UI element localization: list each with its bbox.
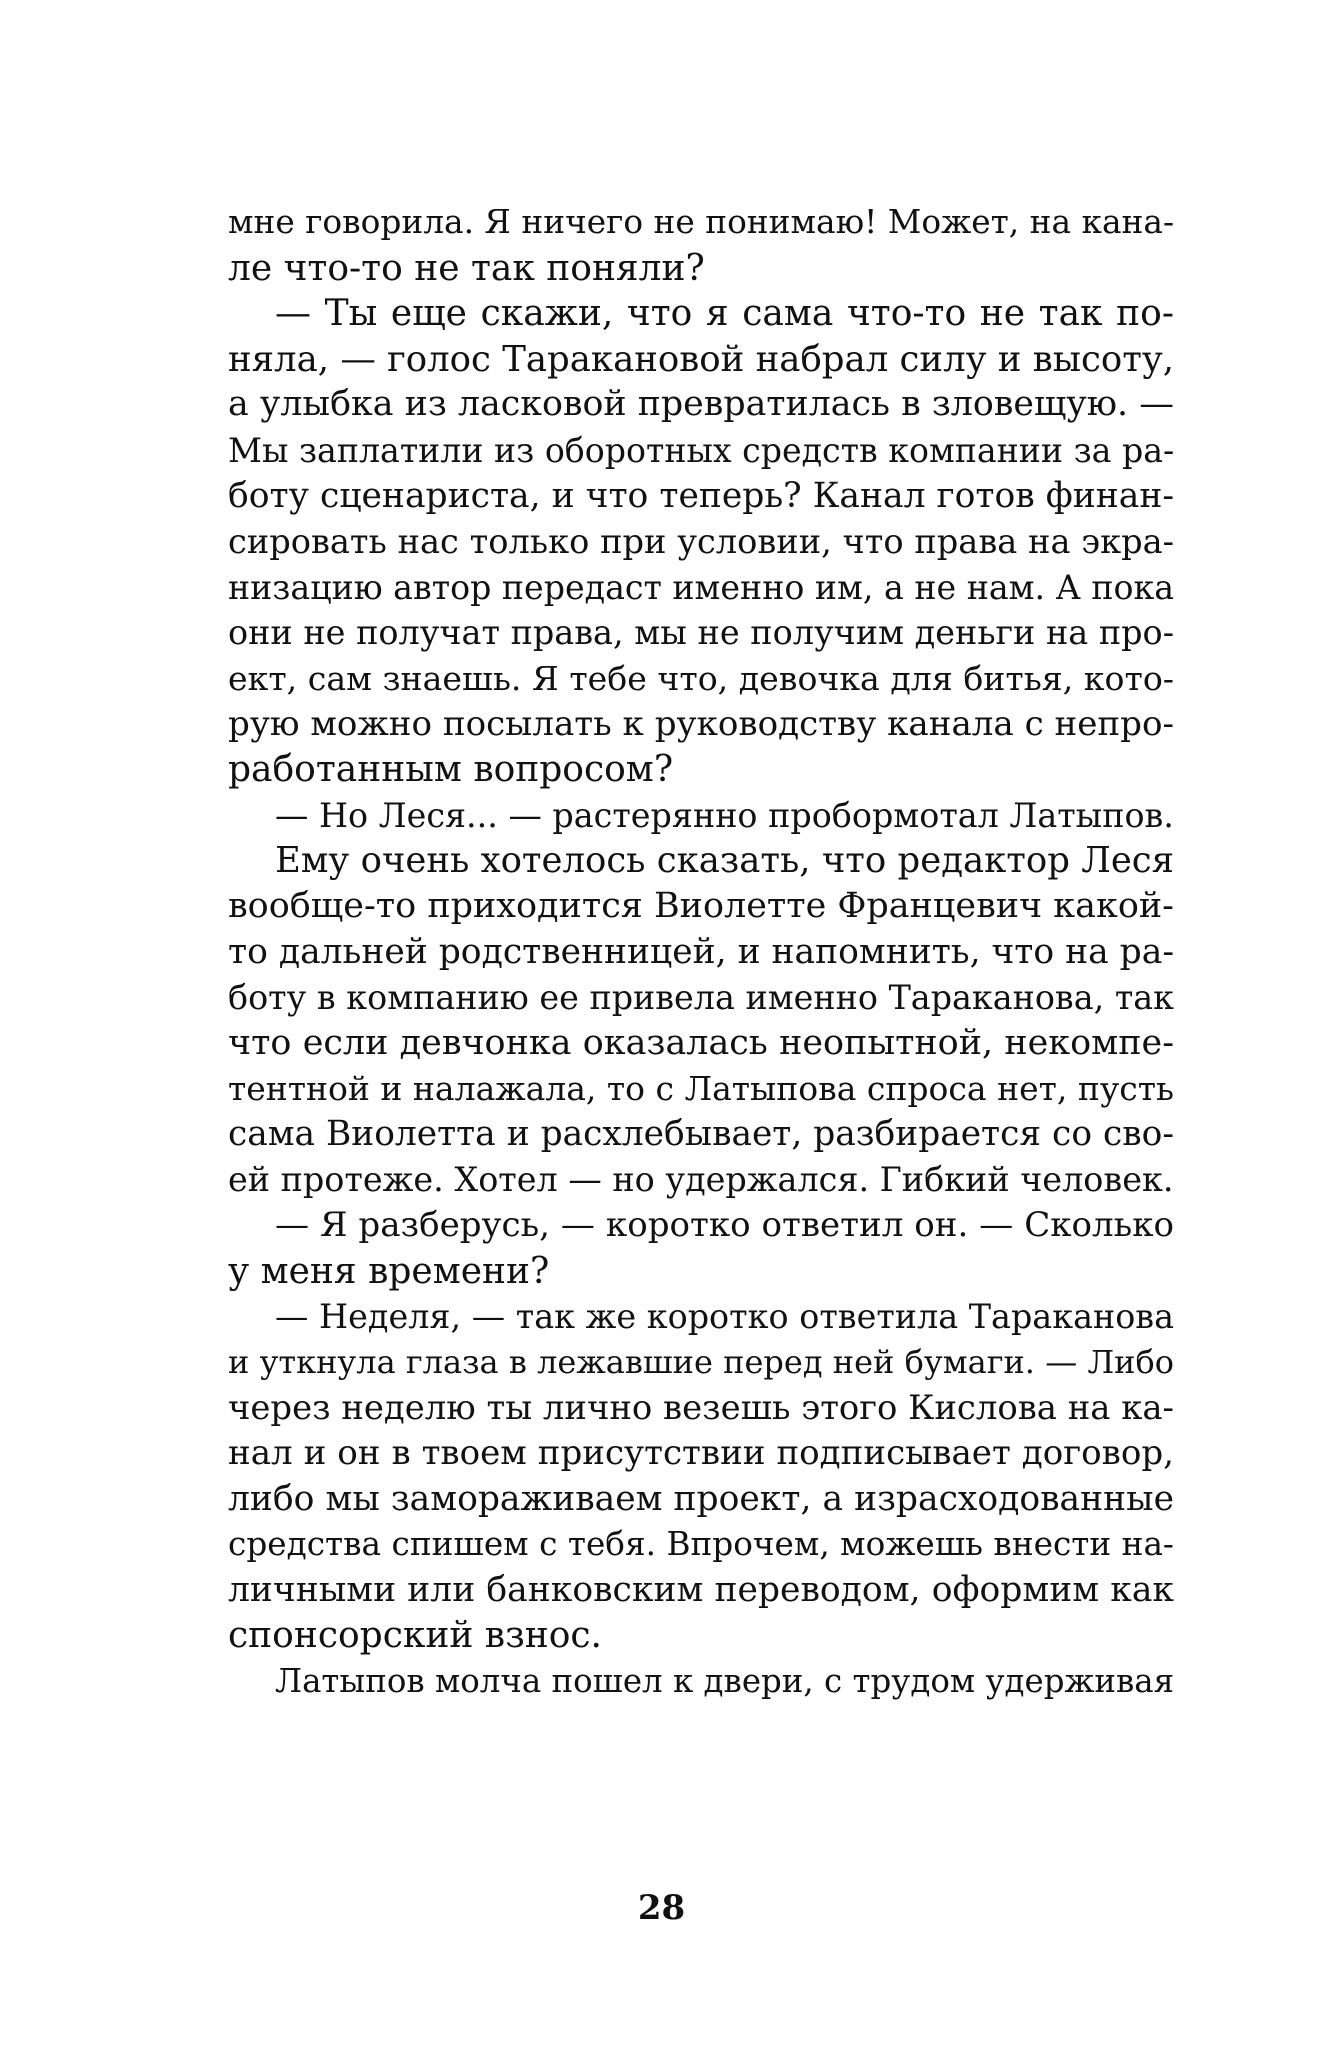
text-line: — Но Леся... — растерянно пробормотал Латыпов.	[275, 795, 1174, 835]
text-line: и уткнула глаза в лежавшие перед ней бумаги. — Либо	[228, 1342, 1174, 1381]
text-line: Латыпов молча пошел к двери, с трудом удерживая	[275, 1662, 1175, 1700]
text-line: сировать нас только при условии, что права на экра-	[228, 522, 1174, 562]
body-text	[228, 200, 1174, 1705]
text-line: рую можно посылать к руководству канала с непро-	[228, 703, 1174, 744]
text-line: у меня времени?	[228, 1250, 550, 1292]
text-line: боту сценариста, и что теперь? Канал готов финан-	[228, 475, 1174, 516]
text-line: вообще-то приходится Виолетте Францевич какой-	[228, 885, 1174, 926]
text-line: — Ты еще скажи, что я сама что-то не так по-	[275, 293, 1174, 335]
text-line: они не получат права, мы не получим деньги на про-	[228, 613, 1174, 653]
page-number: 28	[637, 1888, 686, 1928]
text-line: личными или банковским переводом, оформим как	[228, 1569, 1174, 1610]
text-line: Ему очень хотелось сказать, что редактор Леся	[275, 840, 1174, 882]
text-line: спонсорский взнос.	[228, 1615, 602, 1657]
text-line: няла, — голос Таракановой набрал силу и высоту,	[228, 338, 1175, 380]
text-line: ей протеже. Хотел — но удержался. Гибкий человек.	[228, 1160, 1174, 1200]
text-line: мне говорила. Я ничего не понимаю! Может, на кана-	[228, 203, 1175, 241]
text-line: средства спишем с тебя. Впрочем, можешь внести на-	[228, 1525, 1174, 1564]
text-line: то дальней родственницей, и напомнить, что на ра-	[228, 931, 1174, 972]
text-line: через неделю ты лично везешь этого Кислова на ка-	[228, 1388, 1174, 1428]
text-line: низацию автор передаст именно им, а не нам. А пока	[228, 567, 1175, 607]
text-line: — Неделя, — так же коротко ответила Тараканова	[275, 1297, 1174, 1337]
text-line: Мы заплатили из оборотных средств компании за ра-	[228, 430, 1175, 470]
text-line: нал и он в твоем присутствии подписывает договор,	[228, 1433, 1174, 1474]
text-line: боту в компанию ее привела именно Тараканова, так	[228, 978, 1174, 1018]
text-line: либо мы замораживаем проект, а израсходованные	[228, 1478, 1174, 1519]
text-line: сама Виолетта и расхлебывает, разбирается со сво-	[228, 1113, 1174, 1154]
text-line: — Я разберусь, — коротко ответил он. — Сколько	[275, 1205, 1174, 1246]
text-line: а улыбка из ласковой превратилась в зловещую. —	[228, 384, 1174, 425]
text-line: ект, сам знаешь. Я тебе что, девочка для битья, кото-	[228, 658, 1174, 698]
text-line: тентной и налажала, то с Латыпова спроса нет, пусть	[228, 1069, 1174, 1109]
text-line: что если девчонка оказалась неопытной, некомпе-	[228, 1022, 1174, 1063]
text-line: ле что-то не так поняли?	[228, 247, 705, 289]
text-line: работанным вопросом?	[228, 749, 674, 791]
